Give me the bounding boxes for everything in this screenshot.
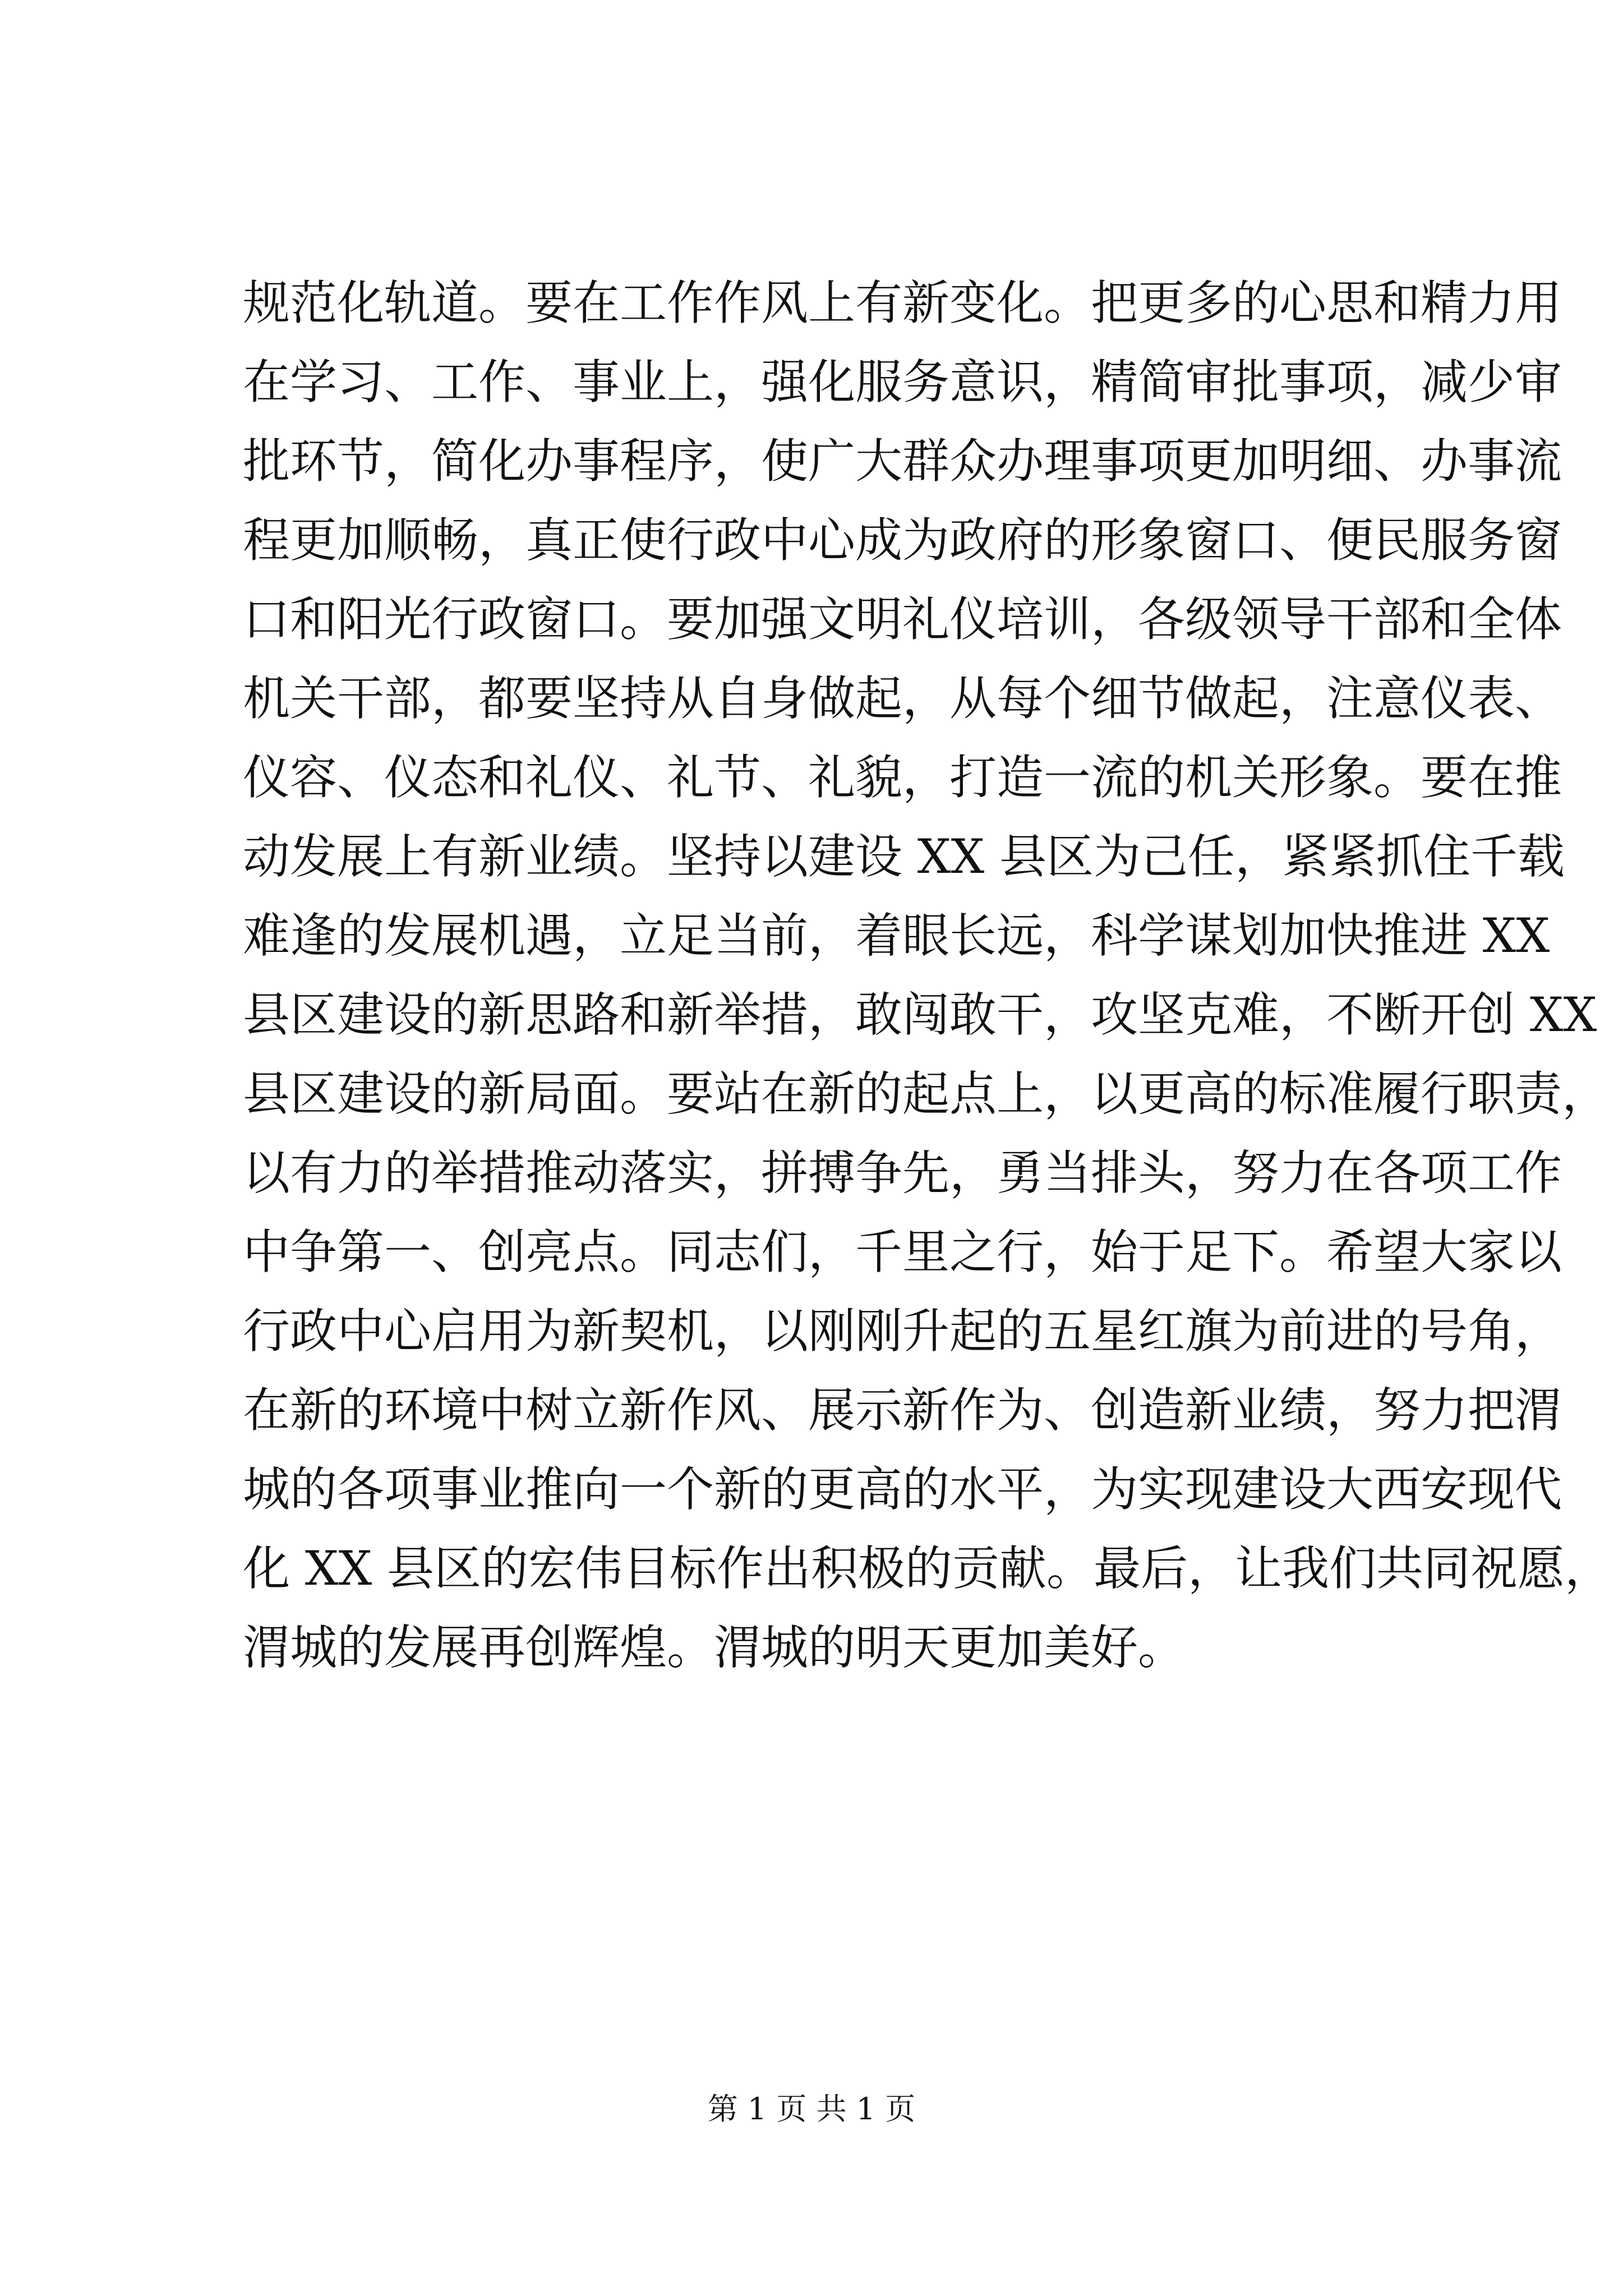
- text-line: 口和阳光行政窗口。要加强文明礼仪培训，各级领导干部和全体: [243, 592, 1562, 647]
- text-line: 规范化轨道。要在工作作风上有新变化。把更多的心思和精力用: [243, 275, 1562, 330]
- text-line: 动发展上有新业绩。坚持以建设 XX 县区为己任，紧紧抓住千载: [243, 829, 1565, 884]
- text-line: 以有力的举措推动落实，拼搏争先，勇当排头，努力在各项工作: [243, 1145, 1562, 1200]
- text-line: 化 XX 县区的宏伟目标作出积极的贡献。最后，让我们共同祝愿，: [243, 1541, 1612, 1596]
- text-line: 仪容、仪态和礼仪、礼节、礼貌，打造一流的机关形象。要在推: [243, 750, 1562, 805]
- text-line: 县区建设的新思路和新举措，敢闯敢干，攻坚克难，不断开创 XX: [243, 987, 1597, 1042]
- text-line: 机关干部，都要坚持从自身做起，从每个细节做起，注意仪表、: [243, 671, 1562, 726]
- page-footer: 第 1 页 共 1 页: [707, 2091, 916, 2127]
- text-line: 行政中心启用为新契机，以刚刚升起的五星红旗为前进的号角，: [243, 1304, 1562, 1359]
- text-line: 在学习、工作、事业上，强化服务意识，精简审批事项，减少审: [243, 355, 1562, 409]
- text-line: 中争第一、创亮点。同志们，千里之行，始于足下。希望大家以: [243, 1225, 1562, 1280]
- text-line: 难逢的发展机遇，立足当前，着眼长远，科学谋划加快推进 XX: [243, 908, 1550, 963]
- text-line: 县区建设的新局面。要站在新的起点上，以更高的标准履行职责，: [243, 1066, 1610, 1121]
- text-line: 在新的环境中树立新作风、展示新作为、创造新业绩，努力把渭: [243, 1383, 1562, 1438]
- body-paragraph: [243, 264, 1612, 1687]
- text-line: 批环节，简化办事程序，使广大群众办理事项更加明细、办事流: [243, 434, 1562, 489]
- text-line: 程更加顺畅，真正使行政中心成为政府的形象窗口、便民服务窗: [243, 513, 1562, 568]
- text-line: 渭城的发展再创辉煌。渭城的明天更加美好。: [243, 1620, 1186, 1675]
- text-line: 城的各项事业推向一个新的更高的水平，为实现建设大西安现代: [243, 1462, 1562, 1517]
